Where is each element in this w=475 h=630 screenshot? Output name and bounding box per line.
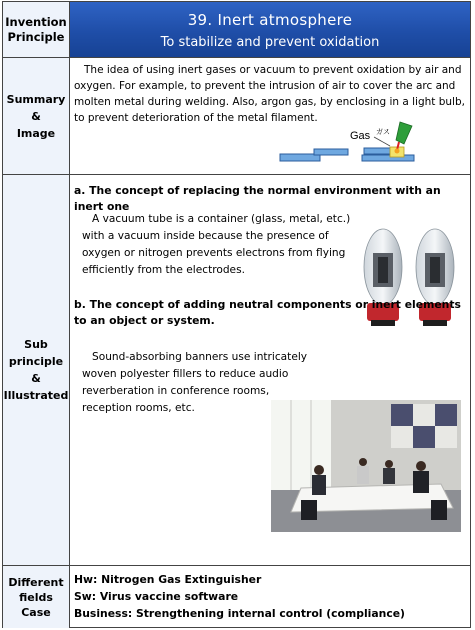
label-line: & xyxy=(31,109,41,123)
summary-row xyxy=(3,58,470,175)
metal-plate-right-upper xyxy=(364,148,394,154)
gas-pointer xyxy=(374,137,390,146)
acoustic-panels xyxy=(391,404,457,448)
different-fields-row xyxy=(3,566,470,628)
field-case-hardware: Hw: Nitrogen Gas Extinguisher xyxy=(74,573,262,586)
header-row xyxy=(3,2,470,58)
conference-room-photo xyxy=(271,400,461,532)
label-line: Illustrated xyxy=(3,389,69,402)
subprinciple-a-text: A vacuum tube is a container (glass, metal, etc.) with a vacuum inside because the presence of oxygen or nitrogen prevents electrons from flying efficiently from the electrodes. xyxy=(82,213,351,276)
label-line: Case xyxy=(21,605,51,619)
label-line: principle xyxy=(8,355,64,368)
principle-sheet xyxy=(2,1,471,628)
field-case-software: Sw: Virus vaccine software xyxy=(74,590,239,603)
label-line: fields xyxy=(19,590,53,604)
metal-plate-left-upper xyxy=(314,149,348,155)
metal-plate-right xyxy=(362,155,414,161)
sub-principle-label xyxy=(3,175,70,565)
gas-jp-label: ガス xyxy=(376,128,390,136)
field-cases xyxy=(74,571,405,622)
summary-label xyxy=(3,58,70,174)
subprinciple-b-heading: b. The concept of adding neutral components or inert elements to an object or system. xyxy=(74,298,461,327)
field-case-business: Business: Strengthening internal control (compliance) xyxy=(74,607,405,620)
label-line: Image xyxy=(16,126,56,140)
welding-torch-icon xyxy=(396,122,412,144)
principle-title: 39. Inert atmosphere xyxy=(187,11,353,29)
invention-principle-label xyxy=(3,2,70,57)
welding-illustration xyxy=(278,120,428,168)
title-banner xyxy=(70,2,470,57)
principle-subtitle: To stabilize and prevent oxidation xyxy=(160,35,380,50)
subprinciple-a-heading: a. The concept of replacing the normal environment with an inert one xyxy=(74,184,441,213)
label-line: Invention xyxy=(5,14,67,29)
subprinciple-b-text: Sound-absorbing banners use intricately woven polyester fillers to reduce audio reverberation in conference rooms, reception rooms, etc. xyxy=(82,351,308,414)
label-line: Sub xyxy=(24,338,48,351)
summary-text: The idea of using inert gases or vacuum to prevent oxidation by air and oxygen. For example, to prevent the intrusion of air to cover the arc and molten metal during welding. Also, argon gas, by enclosing in a light bulb, to prevent deterioration of the metal filament. xyxy=(74,64,465,124)
label-line: Summary xyxy=(6,92,66,106)
label-line: & xyxy=(31,372,41,385)
label-line: Different xyxy=(8,575,64,589)
gas-label: Gas xyxy=(350,130,371,142)
molten-point xyxy=(395,149,400,154)
sub-principle-row xyxy=(3,175,470,566)
label-line: Principle xyxy=(7,29,65,44)
different-fields-label xyxy=(3,566,70,628)
